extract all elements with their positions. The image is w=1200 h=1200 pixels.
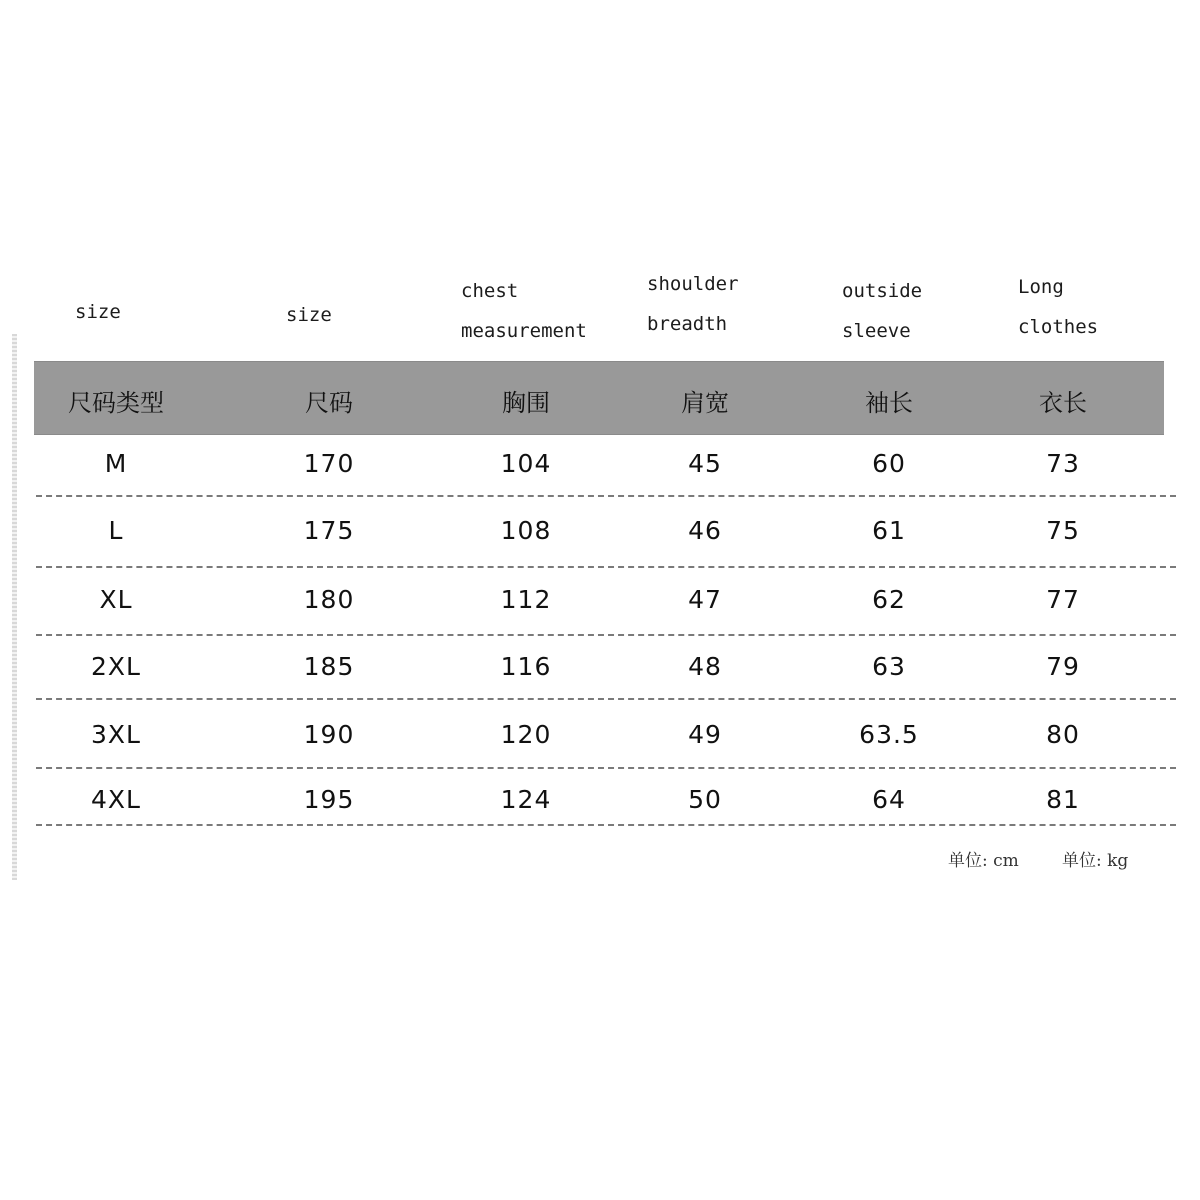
- table-cell: 4XL: [91, 785, 141, 814]
- header-shoulder: 肩宽: [681, 389, 729, 417]
- table-cell: 2XL: [91, 652, 141, 681]
- table-cell: 49: [688, 720, 722, 749]
- table-cell: 81: [1046, 785, 1080, 814]
- table-cell: 47: [688, 585, 722, 614]
- table-cell: 75: [1046, 516, 1080, 545]
- table-cell: 124: [500, 785, 552, 814]
- table-cell: 104: [500, 449, 552, 478]
- table-cell: 60: [872, 449, 906, 478]
- table-cell: 80: [1046, 720, 1080, 749]
- table-cell: 73: [1046, 449, 1080, 478]
- table-cell: 185: [303, 652, 355, 681]
- en-label-length: Long clothes: [1018, 276, 1099, 338]
- row-divider: [36, 698, 1176, 700]
- header-size: 尺码: [305, 389, 353, 417]
- table-cell: 63: [872, 652, 906, 681]
- table-cell: 46: [688, 516, 722, 545]
- header-size-type: 尺码类型: [68, 389, 164, 417]
- header-sleeve: 袖长: [865, 389, 913, 417]
- en-label-chest: chest measurement: [461, 280, 587, 342]
- header-chest: 胸围: [502, 389, 550, 417]
- table-cell: 79: [1046, 652, 1080, 681]
- table-cell: M: [104, 449, 128, 478]
- table-cell: 61: [872, 516, 906, 545]
- en-label-shoulder: shoulder breadth: [647, 273, 739, 335]
- left-edge-rule: [12, 334, 17, 880]
- en-label-size-type: size: [75, 301, 121, 323]
- table-cell: 195: [303, 785, 355, 814]
- row-divider: [36, 566, 1176, 568]
- unit-weight-note: 单位: kg: [1062, 851, 1129, 871]
- table-cell: 62: [872, 585, 906, 614]
- table-cell: L: [108, 516, 124, 545]
- row-divider: [36, 634, 1176, 636]
- row-divider: [36, 767, 1176, 769]
- en-label-size: size: [286, 304, 332, 326]
- row-divider: [36, 824, 1176, 826]
- table-cell: 48: [688, 652, 722, 681]
- unit-length-note: 单位: cm: [948, 851, 1019, 871]
- table-cell: 175: [303, 516, 355, 545]
- row-divider: [36, 495, 1176, 497]
- table-cell: 180: [303, 585, 355, 614]
- table-cell: 3XL: [91, 720, 141, 749]
- en-label-sleeve: outside sleeve: [842, 280, 923, 342]
- table-cell: 112: [500, 585, 552, 614]
- table-cell: 116: [500, 652, 552, 681]
- table-cell: 190: [303, 720, 355, 749]
- table-cell: 77: [1046, 585, 1080, 614]
- table-cell: 50: [688, 785, 722, 814]
- header-length: 衣长: [1039, 389, 1087, 417]
- table-cell: 64: [872, 785, 906, 814]
- table-cell: 120: [500, 720, 552, 749]
- table-cell: 63.5: [859, 720, 919, 749]
- table-cell: 108: [500, 516, 552, 545]
- table-header-bar: [34, 361, 1164, 435]
- table-cell: 170: [303, 449, 355, 478]
- table-cell: 45: [688, 449, 722, 478]
- table-cell: XL: [99, 585, 133, 614]
